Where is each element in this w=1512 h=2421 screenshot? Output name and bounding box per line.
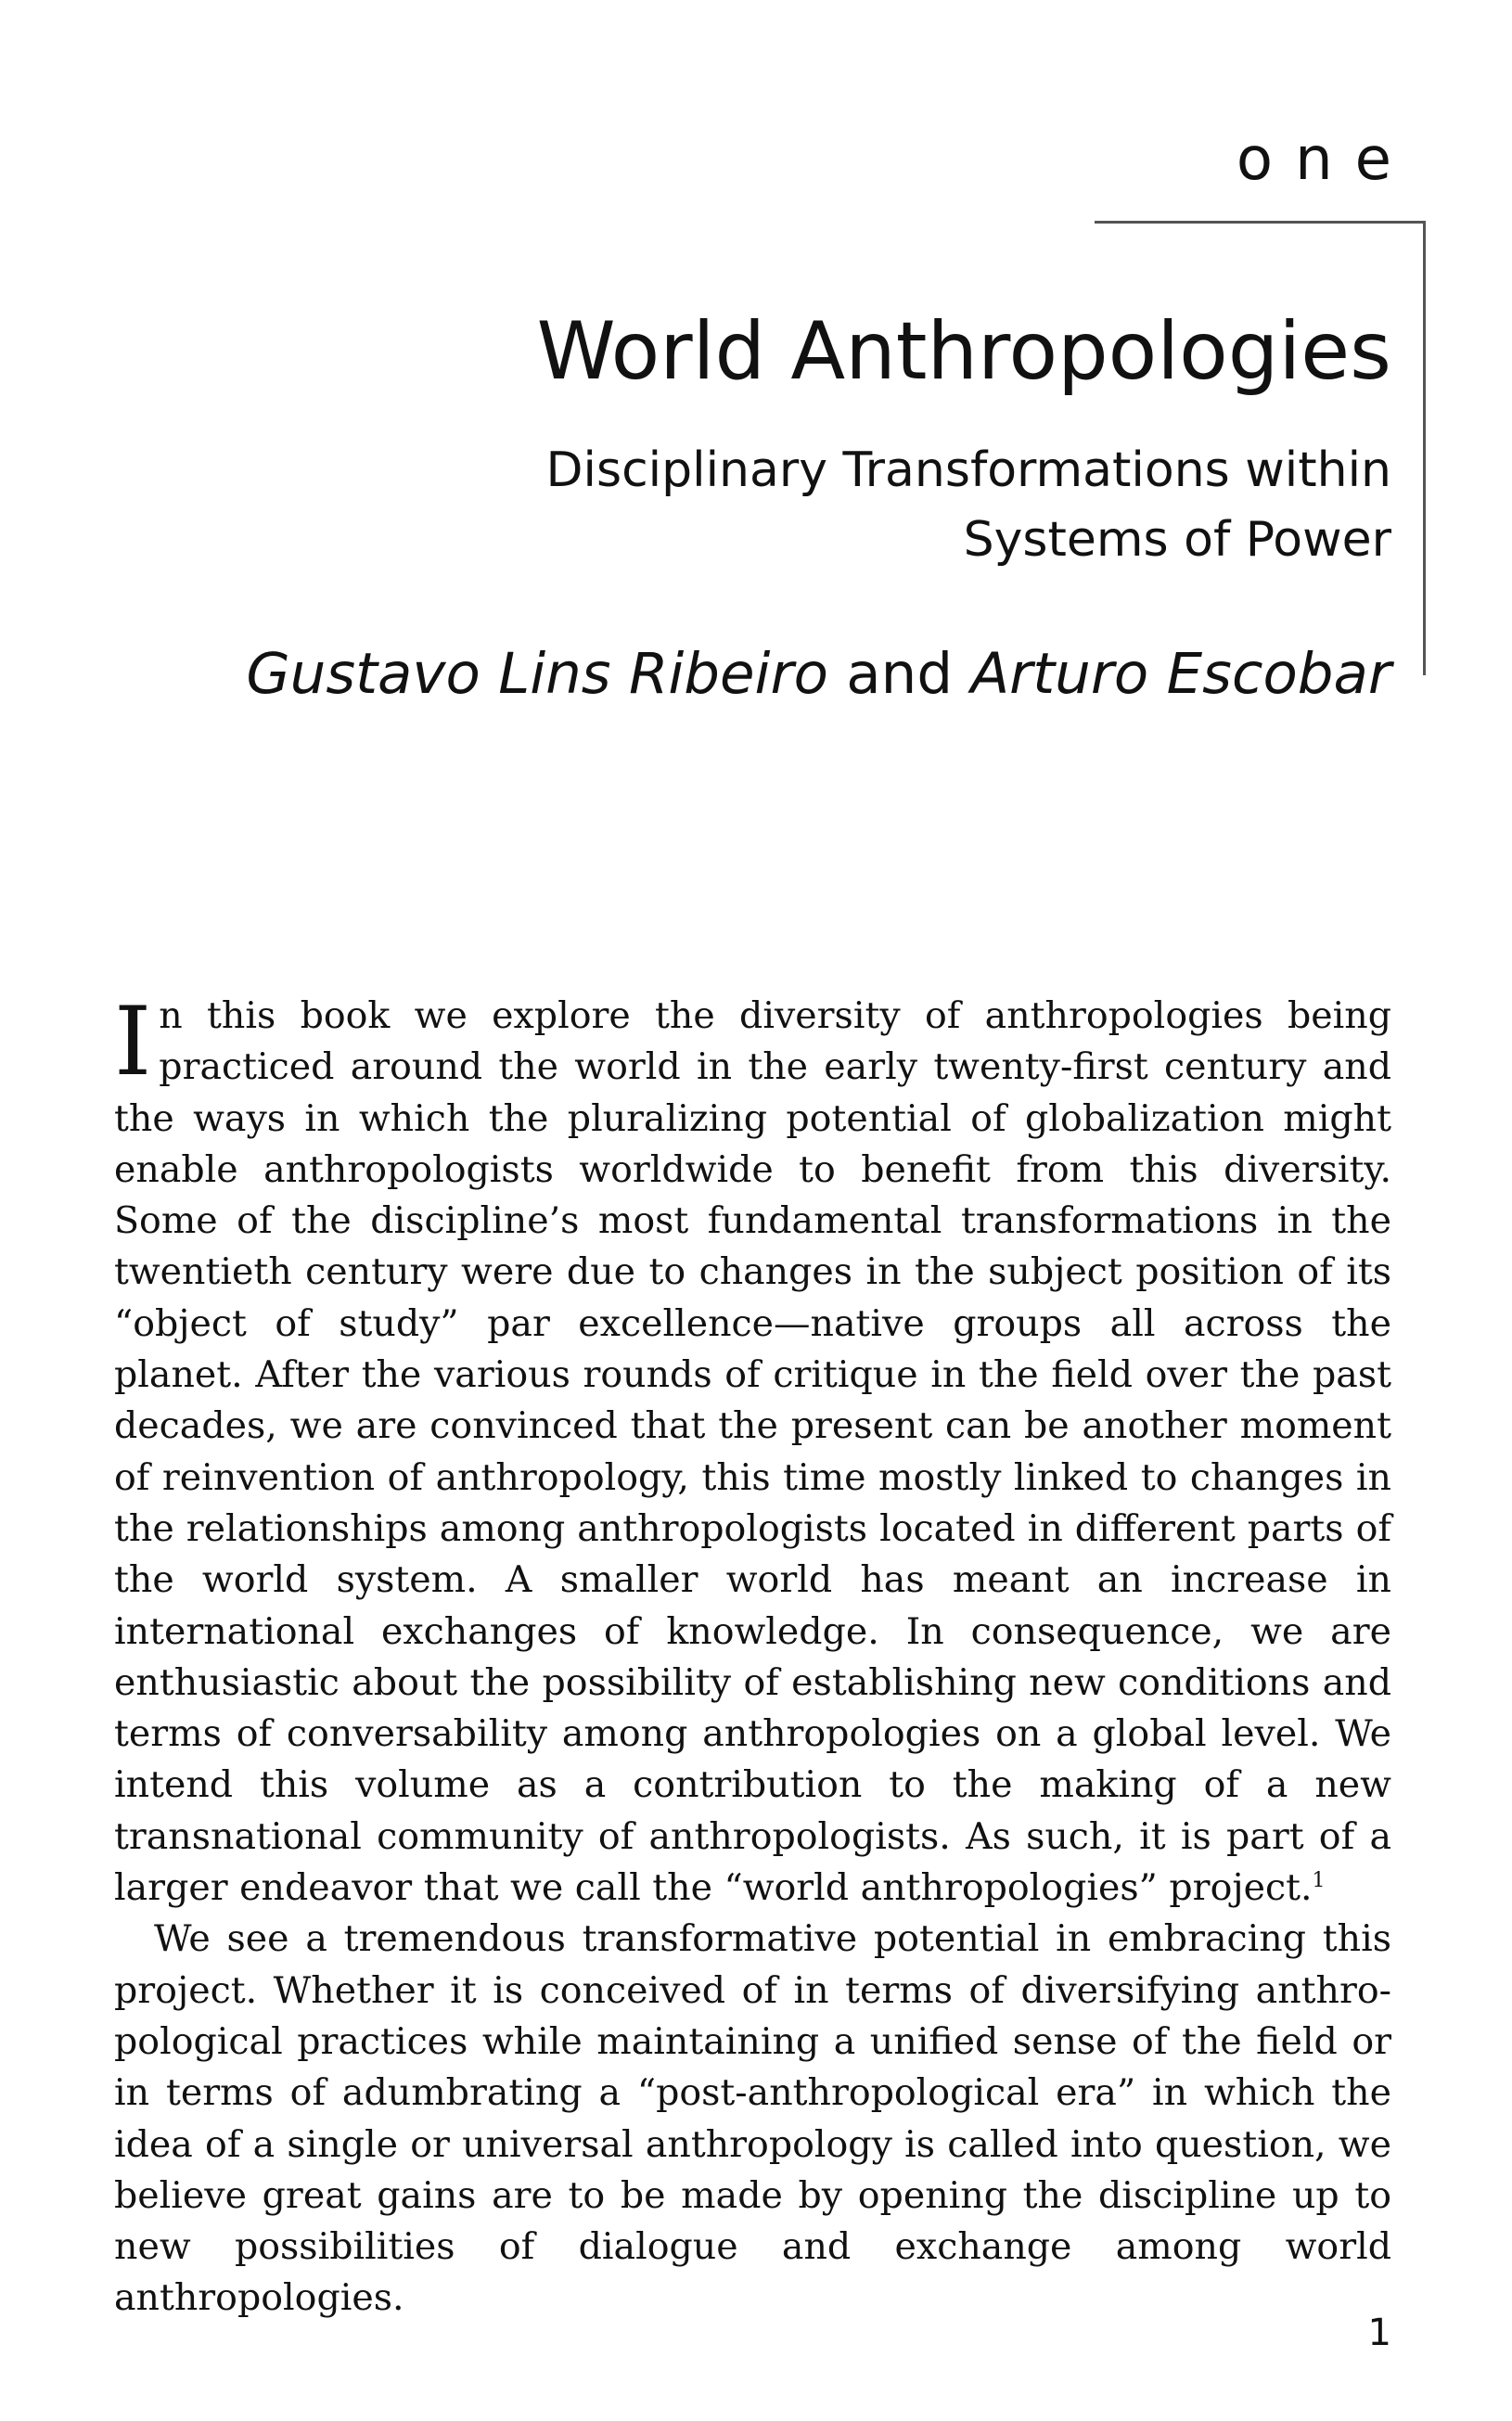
chapter-title: World Anthropologies — [536, 305, 1391, 398]
decorative-rule-vertical — [1423, 221, 1426, 675]
paragraph-1 — [114, 987, 1391, 1914]
page-number: 1 — [1367, 2312, 1391, 2354]
body-text — [114, 987, 1391, 2325]
paragraph-2: We see a tremendous transformative potential in embracing this project. Whether it is conceived of in terms of diversifying anthropological practices while maintaining a unified sense of the field or in terms of adumbrating a “post-anthropological era” in which the idea of a single or universal anthropology is called into question, we believe great gains are to be made by opening the discipline up to new possibilities of dialogue and exchange among world anthropologies. — [114, 1917, 1391, 2320]
drop-cap: I — [114, 987, 152, 1097]
subtitle-line-1: Disciplinary Transformations within — [545, 442, 1391, 498]
decorative-rule-horizontal — [1095, 221, 1424, 224]
subtitle-line-2: Systems of Power — [963, 512, 1391, 568]
author-connector: and — [846, 641, 954, 707]
author-name-1: Gustavo Lins Ribeiro — [246, 641, 828, 707]
chapter-label: one — [1236, 125, 1414, 194]
author-byline — [246, 640, 1391, 708]
paragraph-1-text: n this book we explore the diversity of anthropologies being practiced around the world in the early twenty-first century and the ways in which the pluralizing potential of globalization might enable anthropologists worldwide to benefit from this diversity. Some of the discipline’s most fundamental transformations in the twentieth century were due to changes in the subject position of its “object of study” par excellence—native groups all across the planet. After the various rounds of critique in the field over the past decades, we are convinced that the present can be another moment of reinvention of anthropology, this time mostly linked to changes in the relationships among anthropologists located in different parts of the world system. A smaller world has meant an increase in international exchanges of knowledge. In consequence, we are enthusiastic about the possibility of establishing new conditions and terms of conversability among anthropologies on a global level. We intend this volume as a contribution to the making of a new transnational community of anthropologists. As such, it is part of a larger endeavor that we call the “world anthropologies” project. — [114, 994, 1391, 1910]
chapter-subtitle — [546, 436, 1392, 575]
author-name-2: Arturo Escobar — [970, 641, 1391, 707]
footnote-reference[interactable]: 1 — [1312, 1868, 1326, 1892]
